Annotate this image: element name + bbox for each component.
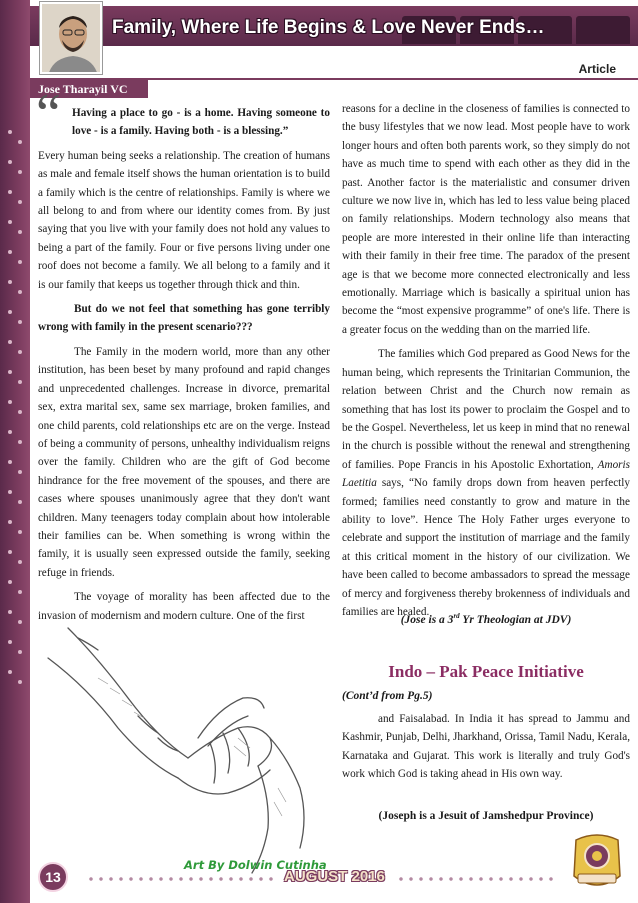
- peace-signoff: (Joseph is a Jesuit of Jamshedpur Province): [378, 810, 594, 822]
- quote-mark-icon: “: [36, 83, 61, 145]
- footer-dots-right: [396, 877, 556, 881]
- paragraph: The families which God prepared as Good News for the human being, which represents the Trinitarian Communion, the relation between Christ and the Church now remain as something that has lost its power to proclaim the Gospel and to be the Gospel. Nevertheless, let us keep in mind that no renewal in the church is possible without the renewal and strengthening of families. Pope Francis in his Apostolic Exhortation, Amoris Laetitia says, “No family drops down from heaven perfectly formed; families need constantly to grow and mature in the ability to love”. Hence The Holy Father urges everyone to celebrate and support the institution of marriage and the family at this critical moment in the history of our civilization. We have been called to become ambassadors to spread the message of mercy and forgiveness thereby brokenness of individuals and families are healed.: [342, 348, 630, 618]
- peace-body: [342, 710, 630, 790]
- lead-quote: Having a place to go - is a home. Having someone to love - is a family. Having both - is a blessing.”: [72, 107, 330, 138]
- question-paragraph: But do we not feel that something has gone terribly wrong with family in the present scenario???: [38, 303, 330, 334]
- author-signoff: (Jose is a 3rd Yr Theologian at JDV): [400, 612, 572, 626]
- paragraph: The Family in the modern world, more than any other institution, has been beset by many profound and rapid changes and unprecedented challenges. Increase in divorce, premarital sex, extra marital sex, same sex marriage, broken families, and one child parents, cold relationships etc are on the verge. Instead of being a community of persons, unhealthy individualism reigns over the family. Children who are the gift of God become hindrance for the free movement of the spouses, and there are cases where spouses unanimously agree that they don't want children. Many teenagers today complain about how intolerable their families can be. When something is wrong within the family, it is usually seen expressed outside the family, seeking refuge in friends.: [38, 345, 330, 579]
- paragraph: reasons for a decline in the closeness of families is connected to the busy lifestyles that we now lead. Most people have to work longer hours and often both parents work, so they simply do not have as much time to spend with each other as they did in the past. Another factor is the materialistic and consumer driven culture we now live in, which has led to less value being placed on family relationships. Modern technology also means that people are more interested in their online life than interacting with their family in their free time. The paradox of the present age is that we become more connected electronically and less emotionally. Marriage which is basically a spiritual union has become the “most expensive programme” of one's life. There is a greater focus on the wedding than on the married life.: [342, 103, 630, 336]
- issue-month: AUGUST 2016: [284, 868, 385, 885]
- art-credit: Art By Dolwin Cutinha: [184, 858, 327, 872]
- paragraph: and Faisalabad. In India it has spread to Jammu and Kashmir, Punjab, Delhi, Jharkhand, Orissa, Tamil Nadu, Kerala, Karnataka and Gujarat. This work is literally and truly God's work which God is taking ahead in His own way.: [342, 713, 630, 781]
- right-column: [342, 100, 630, 627]
- left-column: [38, 104, 330, 631]
- peace-initiative-title: Indo – Pak Peace Initiative: [388, 662, 584, 681]
- left-decorative-strip: [0, 0, 30, 903]
- emblem-icon: [568, 830, 626, 896]
- author-name: Jose Tharayil VC: [38, 82, 128, 96]
- page-number: 13: [38, 862, 68, 892]
- clasped-hands-sketch: [38, 588, 330, 880]
- footer-dots-left: [86, 877, 276, 881]
- header-divider: [30, 58, 638, 80]
- paragraph: Every human being seeks a relationship. The creation of humans as male and female itself shows the human orientation is to build a family which is the centre of relationships. Family is where we all belong to and from where our identity comes from. By just saying that you live with your family does not hold any values to being a part of the family. Four or five persons living under one roof does not become a family. We all belong to a family and it is our family that keeps us together through thick and thin.: [38, 149, 330, 291]
- continued-note: (Cont’d from Pg.5): [342, 690, 433, 702]
- section-label: Article: [578, 62, 616, 76]
- paragraph: The voyage of morality has been affected due to the invasion of modernism and modern culture. One of the first: [38, 591, 330, 622]
- article-title: Family, Where Life Begins & Love Never Ends…: [112, 17, 545, 38]
